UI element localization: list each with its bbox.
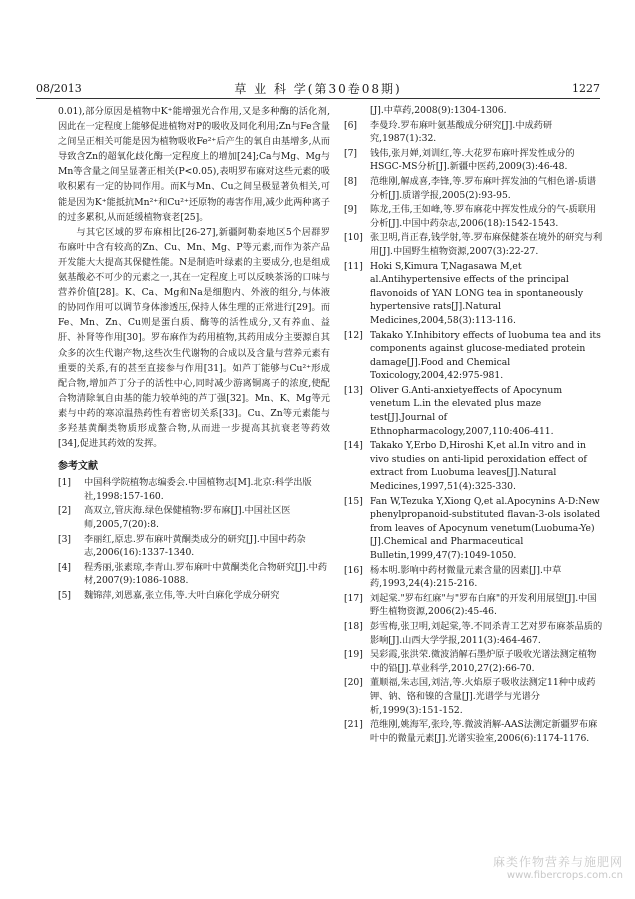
reference-number: [15] bbox=[344, 495, 363, 507]
reference-number: [7] bbox=[344, 147, 358, 159]
reference-text: 高双立,管庆海.绿色保健植物:罗布麻[J].中国社区医师,2005,7(20):8. bbox=[84, 505, 291, 531]
reference-item bbox=[344, 718, 604, 745]
reference-number: [8] bbox=[344, 175, 358, 187]
reference-number: [12] bbox=[344, 329, 363, 341]
watermark-url: www.fibercrops.com.cn bbox=[506, 870, 623, 881]
body-paragraph-2: 与其它区域的罗布麻相比[26-27],新疆阿勒泰地区5个居群罗布麻叶中含有较高的Zn、Cu、Mn、Mg、P等元素,而作为茶产品开发能大大提高其保健性能。N是制造叶绿素的主要成分,也是组成氨基酸必不可少的元素之一,其在一定程度上可以反映茶汤的口味与营养价值[28]。K、Ca、Mg和Na是细胞内、外液的组分,与体液的协同作用可以调节身体渗透压,保持人体生理的正常进行[29]。而Fe、Mn、Zn、Cu则是蛋白质、酶等的活性成分,又有养血、益肝、补肾等作用[30]。罗布麻作为药用植物,其药用成分主要源自其众多的次生代谢产物,这些次生代谢物的合成以及含量与营养元素有重要的关系,有的甚至直接参与作用[31]。如芦丁能够与Cu²⁺形成配合物,增加芦丁分子的活性中心,同时减少游离铜离子的浓度,使配合物清除氧自由基的能力较单纯的芦丁强[32]。Mn、K、Mg等元素与中药的寒凉温热药性有着密切关系[33]。Cu、Zn等元素能与多羟基黄酮类物质形成螯合物,从而进一步提高其抗衰老等药效[34],促进其药效的发挥。 bbox=[58, 226, 330, 450]
reference-item bbox=[58, 476, 330, 503]
reference-item bbox=[344, 147, 604, 174]
reference-number: [20] bbox=[344, 677, 363, 689]
body-paragraph-1: 0.01),部分原因是植物中K⁺能增强光合作用,又是多种酶的活化剂,因此在一定程度上能够促进植物对P的吸收及同化利用;Zn与Fe含量之间呈正相关可能是因为植物吸收Fe²⁺后产生的氧自由基增多,从而导致含Zn的超氧化歧化酶一定程度上的增加[24];Ca与Mg、Mg与Mn等含量之间呈显著正相关(P<0.05),表明罗布麻对这些元素的吸收积累有一定的协同作用。而K与Mn、Cu之间呈极显著负相关,可能是因为K⁺能抵抗Mn²⁺和Cu²⁺还原物的毒害作用,减少此两种离子的过多累积,从而延缓植物衰老[25]。 bbox=[58, 106, 330, 223]
watermark-logo bbox=[493, 853, 623, 881]
reference-number: [10] bbox=[344, 232, 363, 244]
issue-date: 08/2013 bbox=[36, 82, 82, 95]
reference-item bbox=[344, 620, 604, 647]
reference-text: Oliver G.Anti-anxietyeffects of Apocynum venetum L.in the elevated plus maze test[J].Journal of Ethnopharmacology,2007,110:406-411. bbox=[370, 384, 563, 437]
reference-item bbox=[58, 561, 330, 588]
reference-text: 杨本明.影响中药材微量元素含量的因素[J].中草药,1993,24(4):215-216. bbox=[370, 564, 562, 590]
reference-item bbox=[58, 533, 330, 560]
reference-number: [21] bbox=[344, 719, 363, 731]
reference-text: Takako Y,Erbo D,Hiroshi K,et al.In vitro and in vivo studies on anti-lipid peroxidation effect of extract from Luobuma leaves[J].Natural Medicines,1997,51(4):325-330. bbox=[370, 440, 587, 493]
reference-text: 魏锦萍,刘恩嘉,张立伟,等.大叶白麻化学成分研究 bbox=[84, 590, 280, 601]
reference-text: 范维刚,姚海军,张玲,等.微波消解-AAS法测定新疆罗布麻叶中的微量元素[J].光谱实验室,2006(6):1174-1176. bbox=[370, 719, 598, 744]
reference-number: [6] bbox=[344, 119, 358, 131]
reference-number: [14] bbox=[344, 440, 363, 452]
reference-text: Takako Y.Inhibitory effects of luobuma tea and its components against glucose-mediated protein damage[J].Food and Chemical Toxicology,2004,42:975-981. bbox=[370, 329, 601, 382]
reference-number: [17] bbox=[344, 592, 363, 604]
reference-text: 李丽红,原忠.罗布麻叶黄酮类成分的研究[J].中国中药杂志,2006(16):1337-1340. bbox=[84, 533, 306, 559]
reference-item bbox=[344, 648, 604, 675]
reference-text: 张卫明,肖正春,钱学射,等.罗布麻保健茶在境外的研究与利用[J].中国野生植物资源,2007(3):22-27. bbox=[370, 232, 603, 257]
reference-text: 李曼玲.罗布麻叶氨基酸成分研究[J].中成药研究,1987(1):32. bbox=[370, 119, 553, 145]
reference-item bbox=[344, 564, 604, 591]
reference-number: [5] bbox=[58, 590, 72, 601]
reference-text: 范维刚,解成喜,李锋,等.罗布麻叶挥发油的气相色谱-质谱分析[J].质谱学报,2005(2):93-95. bbox=[370, 175, 597, 201]
reference-item bbox=[58, 504, 330, 531]
page-number: 1227 bbox=[572, 82, 600, 95]
reference-number: [4] bbox=[58, 561, 72, 573]
reference-item bbox=[344, 231, 604, 258]
page-header bbox=[36, 78, 600, 99]
reference-item bbox=[344, 175, 604, 202]
reference-list-right bbox=[344, 104, 604, 745]
reference-item bbox=[344, 439, 604, 493]
references-heading: 参考文献 bbox=[58, 461, 98, 473]
reference-text: 吴彩霞,张洪荣.微波消解石墨炉原子吸收光谱法测定植物中的铅[J].草业科学,2010,27(2):66-70. bbox=[370, 649, 597, 674]
reference-item bbox=[344, 329, 604, 383]
reference-item bbox=[344, 592, 604, 619]
reference-number: [18] bbox=[344, 620, 363, 632]
reference-text: [J].中草药,2008(9):1304-1306. bbox=[370, 105, 507, 116]
reference-text: 彭雪梅,张卫明,刘起棠,等.不同杀青工艺对罗布麻茶品质的影响[J].山西大学学报,2011(3):464-467. bbox=[370, 620, 603, 646]
reference-item bbox=[344, 384, 604, 438]
reference-list-left bbox=[58, 476, 330, 602]
reference-text: 钱伟,张月婵,刘训红,等.大花罗布麻叶挥发性成分的HSGC-MS分析[J].新疆中医药,2009(3):46-48. bbox=[370, 147, 575, 173]
reference-text: 中国科学院植物志编委会.中国植物志[M].北京:科学出版社,1998:157-160. bbox=[84, 477, 312, 502]
reference-number: [16] bbox=[344, 564, 363, 576]
reference-text: 董顺福,朱志国,刘洁,等.火焰原子吸收法测定11种中成药钾、钠、铬和镍的含量[J].光谱学与光谱分析,1999(3):151-152. bbox=[370, 677, 596, 716]
right-column bbox=[344, 104, 604, 746]
reference-item bbox=[344, 676, 604, 717]
reference-number: [19] bbox=[344, 649, 363, 661]
reference-item bbox=[344, 119, 604, 146]
reference-number: [2] bbox=[58, 505, 72, 517]
left-column bbox=[58, 104, 330, 604]
reference-text: 程秀丽,张素琼,李青山.罗布麻叶中黄酮类化合物研究[J].中药材,2007(9):1086-1088. bbox=[84, 561, 328, 587]
reference-text: Hoki S,Kimura T,Nagasawa M,et al.Antihypertensive effects of the principal flavonoids of YAN LONG tea in spontaneously hypertensive rats[J].Natural Medicines,2004,58(3):113-116. bbox=[370, 260, 584, 326]
reference-item bbox=[344, 260, 604, 328]
reference-number: [13] bbox=[344, 384, 363, 396]
watermark-cn: 麻类作物营养与施肥网 bbox=[492, 855, 623, 869]
reference-item bbox=[58, 589, 330, 603]
reference-item bbox=[344, 203, 604, 230]
reference-text: 陈龙,王伟,王如峰,等.罗布麻花中挥发性成分的气-质联用分析[J].中国中药杂志,2006(18):1542-1543. bbox=[370, 204, 597, 229]
reference-number: [1] bbox=[58, 477, 72, 489]
reference-number: [11] bbox=[344, 260, 363, 272]
reference-item bbox=[344, 104, 604, 118]
reference-number: [9] bbox=[344, 204, 358, 216]
journal-title: 草 业 科 学(第30卷08期) bbox=[234, 82, 402, 96]
reference-text: 刘起棠."罗布红麻"与"罗布白麻"的开发利用展望[J].中国野生植物资源,2006(2):45-46. bbox=[370, 592, 597, 618]
reference-item bbox=[344, 495, 604, 563]
reference-number: [3] bbox=[58, 533, 72, 545]
reference-text: Fan W,Tezuka Y,Xiong Q,et al.Apocynins A-D:New phenylpropanoid-substituted flavan-3-ols isolated from leaves of Apocynum venetum(Luobuma-Ye)[J].Chemical and Pharmaceutical Bulletin,1999,47(7):1049-1050. bbox=[370, 495, 601, 561]
